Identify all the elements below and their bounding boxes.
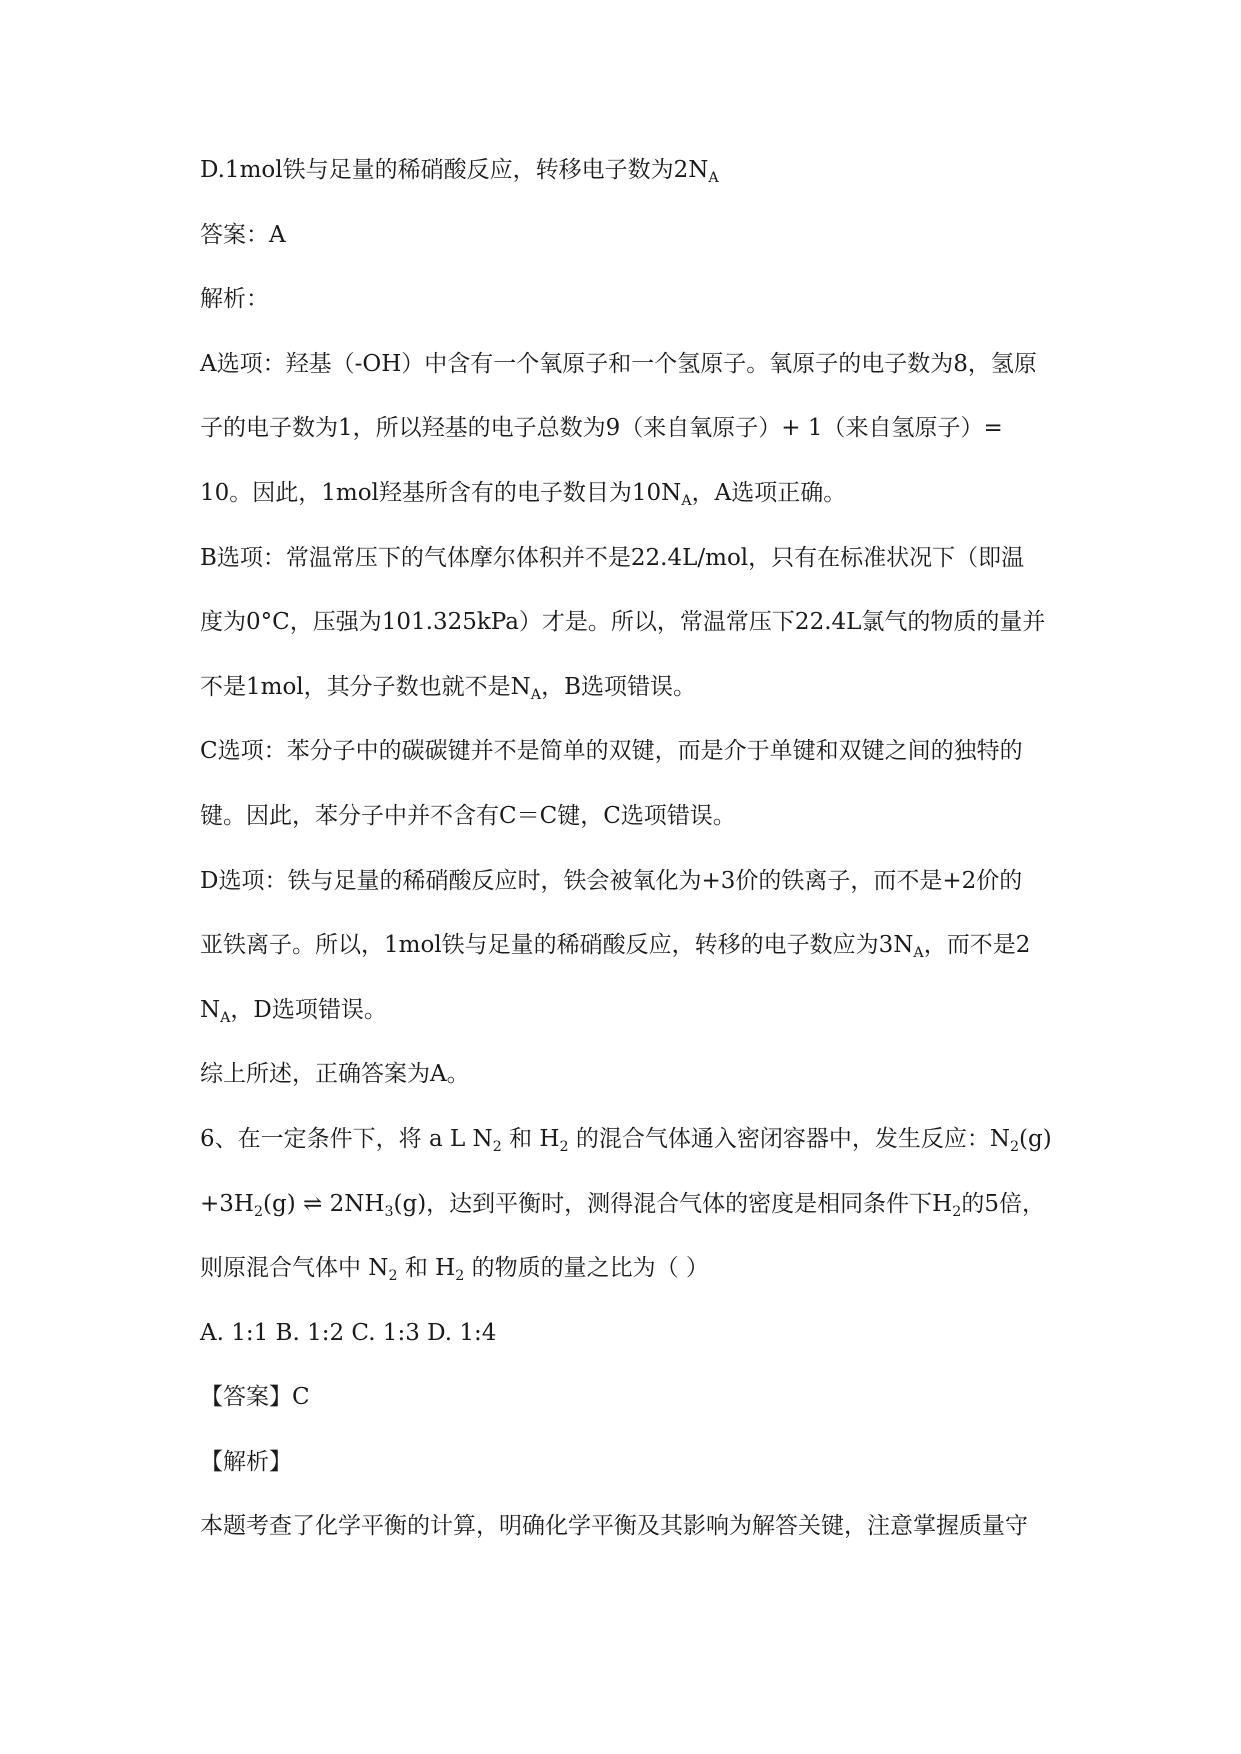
text-line: D.1mol铁与足量的稀硝酸反应，转移电子数为$2N_A$ (200, 157, 719, 186)
text-line: 子的电子数为1，所以羟基的电子总数为9（来自氧原子）+ 1（来自氢原子）= (200, 415, 1003, 442)
question-line: 6、在一定条件下，将 a L $N_2$ 和 $H_2$ 的混合气体通入密闭容器中，发生反应：$N_2(g)$ (200, 1125, 1052, 1155)
text-line: 本题考查了化学平衡的计算，明确化学平衡及其影响为解答关键，注意掌握质量守 (200, 1513, 1028, 1540)
text-line: 不是1mol，其分子数也就不是$N_A$，B选项错误。 (200, 673, 696, 703)
analysis-heading: 【解析】 (200, 1448, 292, 1475)
text-line: B选项：常温常压下的气体摩尔体积并不是22.4L/mol，只有在标准状况下（即温 (200, 544, 1025, 571)
answer-line: 【答案】C (200, 1384, 310, 1411)
text-line: $N_A$，D选项错误。 (200, 996, 387, 1026)
question-line: 则原混合气体中 $N_2$ 和 $H_2$ 的物质的量之比为（ ） (200, 1255, 709, 1285)
text-line: 键。因此，苯分子中并不含有C＝C键，C选项错误。 (200, 802, 736, 829)
text-line: 10。因此，1mol羟基所含有的电子数目为$10N_A$，A选项正确。 (200, 479, 847, 509)
answer-line: 答案：A (200, 221, 286, 248)
document-page (200, 150, 1090, 1571)
text-line: A选项：羟基（-OH）中含有一个氧原子和一个氢原子。氧原子的电子数为8，氢原 (200, 350, 1037, 377)
text-line: 度为0°C，压强为101.325kPa）才是。所以，常温常压下22.4L氯气的物质的量并 (200, 609, 1046, 636)
options-line: A. 1:1 B. 1:2 C. 1:3 D. 1:4 (200, 1319, 497, 1346)
text-line: D选项：铁与足量的稀硝酸反应时，铁会被氧化为+3价的铁离子，而不是+2价的 (200, 867, 1023, 894)
analysis-heading: 解析： (200, 286, 269, 313)
text-line: C选项：苯分子中的碳碳键并不是简单的双键，而是介于单键和双键之间的独特的 (200, 738, 1023, 765)
question-line: $+3H_2(g)$ ⇌ $2NH_3(g)$，达到平衡时，测得混合气体的密度是相同条件下$H_2$的5倍， (200, 1190, 1045, 1220)
text-line: 亚铁离子。所以，1mol铁与足量的稀硝酸反应，转移的电子数应为$3N_A$，而不是2 (200, 932, 1031, 962)
text-line: 综上所述，正确答案为A。 (200, 1061, 470, 1088)
